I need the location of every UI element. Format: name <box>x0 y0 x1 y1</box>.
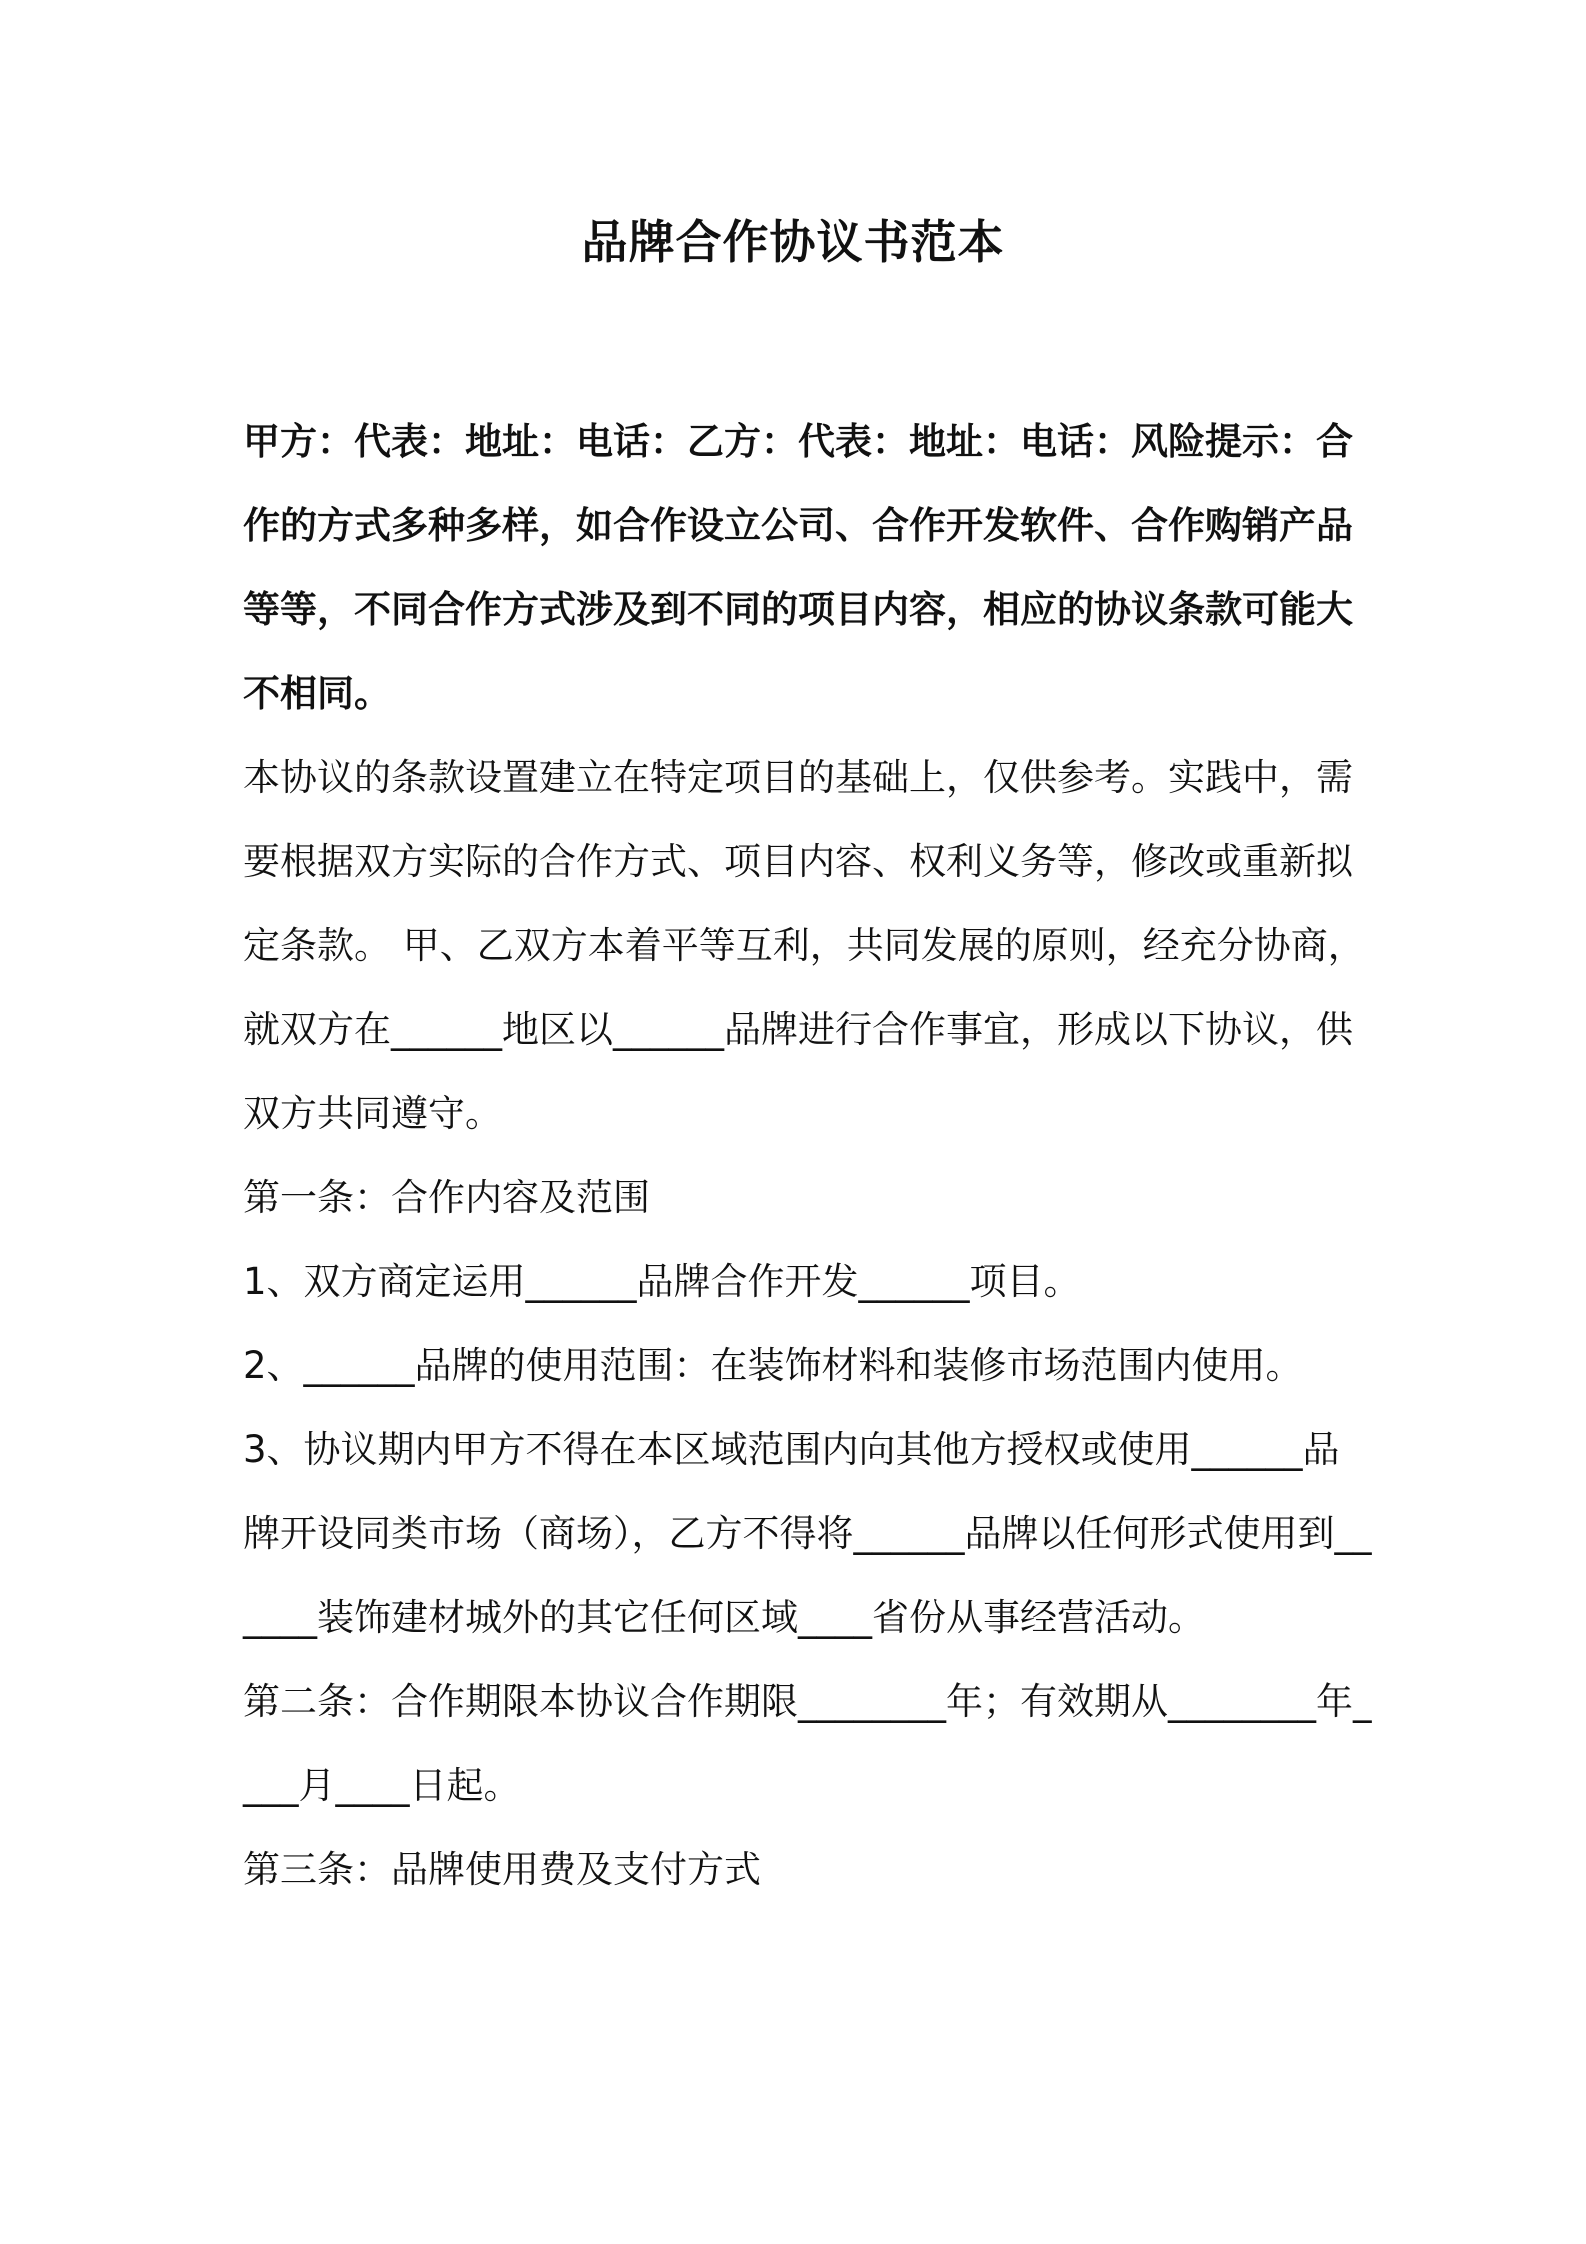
article-1-clause-3: 3、协议期内甲方不得在本区域范围内向其他方授权或使用______品牌开设同类市场（商场），乙方不得将______品牌以任何形式使用到______装饰建材城外的其它任何区域____省份从事经营活动。 <box>243 1428 1372 1639</box>
article-1-clause-1: 1、双方商定运用______品牌合作开发______项目。 <box>243 1260 1081 1303</box>
article-3-heading: 第三条：品牌使用费及支付方式 <box>243 1848 761 1891</box>
document-body <box>243 400 1373 1912</box>
article-2-term: 第二条：合作期限本协议合作期限________年；有效期从________年____月____日起。 <box>243 1680 1372 1807</box>
agreement-basis-paragraph: 本协议的条款设置建立在特定项目的基础上，仅供参考。实践中，需要根据双方实际的合作方式、项目内容、权利义务等，修改或重新拟定条款。 甲、乙双方本着平等互利，共同发展的原则，经充分协商，就双方在______地区以______品牌进行合作事宜，形成以下协议，供双方共同遵守。 <box>243 756 1365 1135</box>
article-1-heading: 第一条：合作内容及范围 <box>243 1176 650 1219</box>
parties-and-risk-paragraph: 甲方：代表：地址：电话：乙方：代表：地址：电话：风险提示：合作的方式多种多样，如合作设立公司、合作开发软件、合作购销产品等等，不同合作方式涉及到不同的项目内容，相应的协议条款可能大不相同。 <box>243 420 1353 715</box>
article-1-clause-2: 2、______品牌的使用范围：在装饰材料和装修市场范围内使用。 <box>243 1344 1303 1387</box>
document-title: 品牌合作协议书范本 <box>581 215 1005 269</box>
